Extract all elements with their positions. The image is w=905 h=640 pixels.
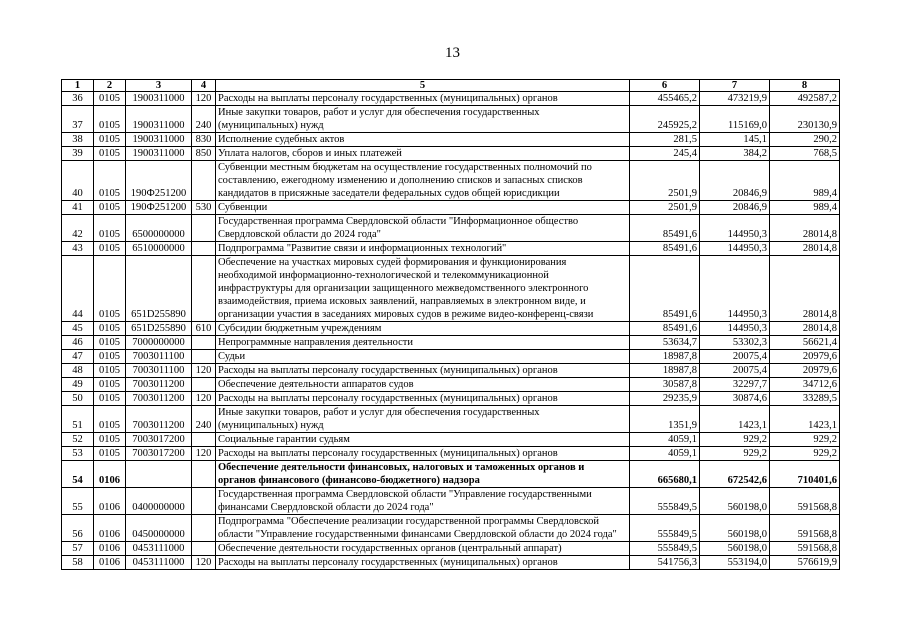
description-cell xyxy=(216,106,630,133)
target-article-cell: 1900311000 xyxy=(126,133,192,147)
description-line: Обеспечение деятельности государственных органов (центральный аппарат) xyxy=(218,543,562,554)
description-cell xyxy=(216,542,630,556)
table-row xyxy=(62,215,840,242)
table-row xyxy=(62,406,840,433)
description-line: Государственная программа Свердловской области "Управление государственными xyxy=(218,489,592,500)
amount-col7-cell: 144950,3 xyxy=(700,322,770,336)
row-number-cell: 36 xyxy=(62,92,94,106)
section-code-cell: 0106 xyxy=(94,488,126,515)
column-header: 7 xyxy=(700,80,770,92)
target-article-cell: 651D255890 xyxy=(126,256,192,322)
expense-type-cell xyxy=(192,433,216,447)
row-number-cell: 39 xyxy=(62,147,94,161)
description-line: Свердловской области до 2024 года" xyxy=(218,229,381,240)
expense-type-cell: 850 xyxy=(192,147,216,161)
table-row xyxy=(62,242,840,256)
description-cell xyxy=(216,242,630,256)
target-article-cell: 0453111000 xyxy=(126,556,192,570)
section-code-cell: 0105 xyxy=(94,201,126,215)
amount-col8-cell: 20979,6 xyxy=(770,350,840,364)
section-code-cell: 0105 xyxy=(94,133,126,147)
target-article-cell: 1900311000 xyxy=(126,147,192,161)
description-cell xyxy=(216,433,630,447)
amount-col6-cell: 541756,3 xyxy=(630,556,700,570)
description-cell xyxy=(216,378,630,392)
amount-col8-cell: 1423,1 xyxy=(770,406,840,433)
description-cell xyxy=(216,92,630,106)
description-line: Подпрограмма "Развитие связи и информационных технологий" xyxy=(218,243,507,254)
budget-table xyxy=(61,79,840,570)
column-header: 6 xyxy=(630,80,700,92)
row-number-cell: 51 xyxy=(62,406,94,433)
target-article-cell: 0400000000 xyxy=(126,488,192,515)
table-row xyxy=(62,461,840,488)
description-line: Расходы на выплаты персоналу государственных (муниципальных) органов xyxy=(218,448,558,459)
column-header: 3 xyxy=(126,80,192,92)
amount-col8-cell: 989,4 xyxy=(770,161,840,201)
target-article-cell: 190Ф251200 xyxy=(126,161,192,201)
amount-col6-cell: 455465,2 xyxy=(630,92,700,106)
amount-col7-cell: 144950,3 xyxy=(700,242,770,256)
row-number-cell: 42 xyxy=(62,215,94,242)
amount-col6-cell: 85491,6 xyxy=(630,215,700,242)
target-article-cell: 6510000000 xyxy=(126,242,192,256)
table-row xyxy=(62,433,840,447)
amount-col7-cell: 20075,4 xyxy=(700,350,770,364)
amount-col7-cell: 30874,6 xyxy=(700,392,770,406)
amount-col8-cell: 591568,8 xyxy=(770,542,840,556)
section-code-cell: 0105 xyxy=(94,378,126,392)
amount-col8-cell: 28014,8 xyxy=(770,322,840,336)
amount-col8-cell: 56621,4 xyxy=(770,336,840,350)
table-row xyxy=(62,556,840,570)
row-number-cell: 52 xyxy=(62,433,94,447)
target-article-cell: 7003017200 xyxy=(126,433,192,447)
amount-col7-cell: 144950,3 xyxy=(700,256,770,322)
amount-col7-cell: 145,1 xyxy=(700,133,770,147)
amount-col6-cell: 245925,2 xyxy=(630,106,700,133)
column-header: 8 xyxy=(770,80,840,92)
amount-col8-cell: 290,2 xyxy=(770,133,840,147)
description-cell xyxy=(216,350,630,364)
expense-type-cell xyxy=(192,515,216,542)
description-cell xyxy=(216,322,630,336)
amount-col7-cell: 929,2 xyxy=(700,433,770,447)
amount-col6-cell: 4059,1 xyxy=(630,433,700,447)
amount-col7-cell: 560198,0 xyxy=(700,542,770,556)
section-code-cell: 0105 xyxy=(94,215,126,242)
amount-col7-cell: 32297,7 xyxy=(700,378,770,392)
description-line: Обеспечение деятельности финансовых, налоговых и таможенных органов и xyxy=(218,462,585,473)
section-code-cell: 0105 xyxy=(94,242,126,256)
expense-type-cell: 240 xyxy=(192,106,216,133)
amount-col6-cell: 555849,5 xyxy=(630,542,700,556)
amount-col8-cell: 768,5 xyxy=(770,147,840,161)
description-line: Обеспечение деятельности аппаратов судов xyxy=(218,379,414,390)
column-header: 5 xyxy=(216,80,630,92)
amount-col8-cell: 28014,8 xyxy=(770,215,840,242)
description-cell xyxy=(216,364,630,378)
description-cell xyxy=(216,488,630,515)
description-cell xyxy=(216,215,630,242)
table-body xyxy=(62,92,840,570)
description-line: Подпрограмма "Обеспечение реализации государственной программы Свердловской xyxy=(218,516,600,527)
column-header: 1 xyxy=(62,80,94,92)
amount-col8-cell: 989,4 xyxy=(770,201,840,215)
description-line: финансами Свердловской области до 2024 года" xyxy=(218,502,434,513)
expense-type-cell: 120 xyxy=(192,392,216,406)
page-number: 13 xyxy=(445,45,460,61)
table-row xyxy=(62,161,840,201)
amount-col7-cell: 560198,0 xyxy=(700,488,770,515)
section-code-cell: 0105 xyxy=(94,447,126,461)
target-article-cell: 651D255890 xyxy=(126,322,192,336)
expense-type-cell: 120 xyxy=(192,447,216,461)
amount-col6-cell: 18987,8 xyxy=(630,350,700,364)
description-line: кандидатов в присяжные заседатели федеральных судов общей юрисдикции xyxy=(218,188,560,199)
amount-col6-cell: 245,4 xyxy=(630,147,700,161)
table-row xyxy=(62,133,840,147)
target-article-cell: 1900311000 xyxy=(126,92,192,106)
amount-col6-cell: 53634,7 xyxy=(630,336,700,350)
amount-col8-cell: 33289,5 xyxy=(770,392,840,406)
amount-col8-cell: 28014,8 xyxy=(770,242,840,256)
expense-type-cell: 120 xyxy=(192,92,216,106)
description-cell xyxy=(216,406,630,433)
row-number-cell: 50 xyxy=(62,392,94,406)
amount-col6-cell: 2501,9 xyxy=(630,201,700,215)
amount-col7-cell: 560198,0 xyxy=(700,515,770,542)
header-row xyxy=(62,80,840,92)
row-number-cell: 40 xyxy=(62,161,94,201)
table-row xyxy=(62,147,840,161)
row-number-cell: 38 xyxy=(62,133,94,147)
description-line: органов финансового (финансово-бюджетного) надзора xyxy=(218,475,480,486)
expense-type-cell: 830 xyxy=(192,133,216,147)
description-line: Государственная программа Свердловской области "Информационное общество xyxy=(218,216,579,227)
table-row xyxy=(62,515,840,542)
amount-col6-cell: 4059,1 xyxy=(630,447,700,461)
amount-col7-cell: 53302,3 xyxy=(700,336,770,350)
description-cell xyxy=(216,147,630,161)
description-line: организации участия в заседаниях мировых судов в режиме видео-конференц-связи xyxy=(218,309,594,320)
amount-col8-cell: 710401,6 xyxy=(770,461,840,488)
description-line: области "Управление государственными финансами Свердловской области до 2024 года" xyxy=(218,529,617,540)
expense-type-cell xyxy=(192,215,216,242)
section-code-cell: 0105 xyxy=(94,364,126,378)
section-code-cell: 0105 xyxy=(94,336,126,350)
row-number-cell: 57 xyxy=(62,542,94,556)
table-row xyxy=(62,322,840,336)
expense-type-cell xyxy=(192,336,216,350)
amount-col8-cell: 576619,9 xyxy=(770,556,840,570)
description-cell xyxy=(216,515,630,542)
description-cell xyxy=(216,336,630,350)
expense-type-cell xyxy=(192,242,216,256)
target-article-cell: 7003011200 xyxy=(126,392,192,406)
column-header: 2 xyxy=(94,80,126,92)
section-code-cell: 0105 xyxy=(94,433,126,447)
description-line: (муниципальных) нужд xyxy=(218,120,324,131)
description-line: взаимодействия, приема исковых заявлений, направляемых в электронном виде, и xyxy=(218,296,586,307)
expense-type-cell xyxy=(192,461,216,488)
description-line: Расходы на выплаты персоналу государственных (муниципальных) органов xyxy=(218,557,558,568)
section-code-cell: 0106 xyxy=(94,461,126,488)
table-row xyxy=(62,542,840,556)
target-article-cell: 7003017200 xyxy=(126,447,192,461)
amount-col8-cell: 230130,9 xyxy=(770,106,840,133)
target-article-cell: 1900311000 xyxy=(126,106,192,133)
description-cell xyxy=(216,447,630,461)
row-number-cell: 46 xyxy=(62,336,94,350)
description-line: Расходы на выплаты персоналу государственных (муниципальных) органов xyxy=(218,393,558,404)
amount-col6-cell: 281,5 xyxy=(630,133,700,147)
description-line: Судьи xyxy=(218,351,246,362)
row-number-cell: 54 xyxy=(62,461,94,488)
row-number-cell: 47 xyxy=(62,350,94,364)
description-cell xyxy=(216,256,630,322)
amount-col7-cell: 115169,0 xyxy=(700,106,770,133)
table-row xyxy=(62,350,840,364)
amount-col8-cell: 929,2 xyxy=(770,433,840,447)
description-line: Иные закупки товаров, работ и услуг для обеспечения государственных xyxy=(218,107,540,118)
expense-type-cell xyxy=(192,161,216,201)
description-line: Расходы на выплаты персоналу государственных (муниципальных) органов xyxy=(218,93,558,104)
row-number-cell: 37 xyxy=(62,106,94,133)
description-line: инфраструктуры для организации защищенного межведомственного электронного xyxy=(218,283,589,294)
amount-col7-cell: 20075,4 xyxy=(700,364,770,378)
description-line: Непрограммные направления деятельности xyxy=(218,337,414,348)
description-line: Иные закупки товаров, работ и услуг для обеспечения государственных xyxy=(218,407,540,418)
expense-type-cell xyxy=(192,488,216,515)
description-line: Субсидии бюджетным учреждениям xyxy=(218,323,382,334)
description-line: Субвенции местным бюджетам на осуществление государственных полномочий по xyxy=(218,162,592,173)
table-row xyxy=(62,488,840,515)
section-code-cell: 0105 xyxy=(94,106,126,133)
description-cell xyxy=(216,461,630,488)
expense-type-cell xyxy=(192,542,216,556)
table-row xyxy=(62,336,840,350)
target-article-cell: 0450000000 xyxy=(126,515,192,542)
amount-col6-cell: 85491,6 xyxy=(630,242,700,256)
table-row xyxy=(62,447,840,461)
amount-col7-cell: 672542,6 xyxy=(700,461,770,488)
target-article-cell: 0453111000 xyxy=(126,542,192,556)
description-cell xyxy=(216,133,630,147)
description-cell xyxy=(216,161,630,201)
column-header: 4 xyxy=(192,80,216,92)
section-code-cell: 0106 xyxy=(94,556,126,570)
amount-col7-cell: 473219,9 xyxy=(700,92,770,106)
table-row xyxy=(62,92,840,106)
expense-type-cell xyxy=(192,256,216,322)
amount-col6-cell: 555849,5 xyxy=(630,488,700,515)
table-row xyxy=(62,364,840,378)
description-line: Расходы на выплаты персоналу государственных (муниципальных) органов xyxy=(218,365,558,376)
section-code-cell: 0105 xyxy=(94,256,126,322)
target-article-cell: 6500000000 xyxy=(126,215,192,242)
amount-col7-cell: 1423,1 xyxy=(700,406,770,433)
amount-col6-cell: 2501,9 xyxy=(630,161,700,201)
table-row xyxy=(62,106,840,133)
amount-col6-cell: 85491,6 xyxy=(630,256,700,322)
description-cell xyxy=(216,556,630,570)
amount-col6-cell: 85491,6 xyxy=(630,322,700,336)
description-line: Обеспечение на участках мировых судей формирования и функционирования xyxy=(218,257,567,268)
target-article-cell: 7003011100 xyxy=(126,364,192,378)
row-number-cell: 53 xyxy=(62,447,94,461)
row-number-cell: 43 xyxy=(62,242,94,256)
row-number-cell: 49 xyxy=(62,378,94,392)
row-number-cell: 44 xyxy=(62,256,94,322)
amount-col7-cell: 20846,9 xyxy=(700,161,770,201)
expense-type-cell xyxy=(192,378,216,392)
amount-col8-cell: 28014,8 xyxy=(770,256,840,322)
expense-type-cell: 530 xyxy=(192,201,216,215)
description-line: Уплата налогов, сборов и иных платежей xyxy=(218,148,402,159)
description-line: составлению, ежегодному изменению и дополнению списков и запасных списков xyxy=(218,175,583,186)
target-article-cell xyxy=(126,461,192,488)
target-article-cell: 7000000000 xyxy=(126,336,192,350)
row-number-cell: 48 xyxy=(62,364,94,378)
amount-col8-cell: 34712,6 xyxy=(770,378,840,392)
expense-type-cell: 610 xyxy=(192,322,216,336)
amount-col6-cell: 30587,8 xyxy=(630,378,700,392)
amount-col6-cell: 555849,5 xyxy=(630,515,700,542)
table-row xyxy=(62,378,840,392)
amount-col8-cell: 591568,8 xyxy=(770,488,840,515)
table-row xyxy=(62,256,840,322)
description-line: Исполнение судебных актов xyxy=(218,134,345,145)
row-number-cell: 56 xyxy=(62,515,94,542)
section-code-cell: 0105 xyxy=(94,406,126,433)
amount-col7-cell: 553194,0 xyxy=(700,556,770,570)
amount-col8-cell: 929,2 xyxy=(770,447,840,461)
row-number-cell: 58 xyxy=(62,556,94,570)
expense-type-cell: 120 xyxy=(192,556,216,570)
amount-col6-cell: 18987,8 xyxy=(630,364,700,378)
target-article-cell: 7003011100 xyxy=(126,350,192,364)
expense-type-cell: 240 xyxy=(192,406,216,433)
description-cell xyxy=(216,201,630,215)
row-number-cell: 55 xyxy=(62,488,94,515)
section-code-cell: 0106 xyxy=(94,542,126,556)
table-row xyxy=(62,392,840,406)
expense-type-cell xyxy=(192,350,216,364)
row-number-cell: 45 xyxy=(62,322,94,336)
amount-col7-cell: 929,2 xyxy=(700,447,770,461)
description-line: (муниципальных) нужд xyxy=(218,420,324,431)
table-row xyxy=(62,201,840,215)
amount-col7-cell: 144950,3 xyxy=(700,215,770,242)
amount-col7-cell: 384,2 xyxy=(700,147,770,161)
description-cell xyxy=(216,392,630,406)
section-code-cell: 0105 xyxy=(94,322,126,336)
amount-col6-cell: 665680,1 xyxy=(630,461,700,488)
amount-col8-cell: 20979,6 xyxy=(770,364,840,378)
description-line: необходимой информационно-технологической и телекоммуникационной xyxy=(218,270,549,281)
section-code-cell: 0105 xyxy=(94,92,126,106)
section-code-cell: 0106 xyxy=(94,515,126,542)
row-number-cell: 41 xyxy=(62,201,94,215)
target-article-cell: 7003011200 xyxy=(126,406,192,433)
amount-col8-cell: 492587,2 xyxy=(770,92,840,106)
target-article-cell: 190Ф251200 xyxy=(126,201,192,215)
description-line: Социальные гарантии судьям xyxy=(218,434,350,445)
amount-col7-cell: 20846,9 xyxy=(700,201,770,215)
amount-col8-cell: 591568,8 xyxy=(770,515,840,542)
description-line: Субвенции xyxy=(218,202,268,213)
target-article-cell: 7003011200 xyxy=(126,378,192,392)
section-code-cell: 0105 xyxy=(94,392,126,406)
expense-type-cell: 120 xyxy=(192,364,216,378)
amount-col6-cell: 29235,9 xyxy=(630,392,700,406)
section-code-cell: 0105 xyxy=(94,350,126,364)
amount-col6-cell: 1351,9 xyxy=(630,406,700,433)
section-code-cell: 0105 xyxy=(94,147,126,161)
section-code-cell: 0105 xyxy=(94,161,126,201)
